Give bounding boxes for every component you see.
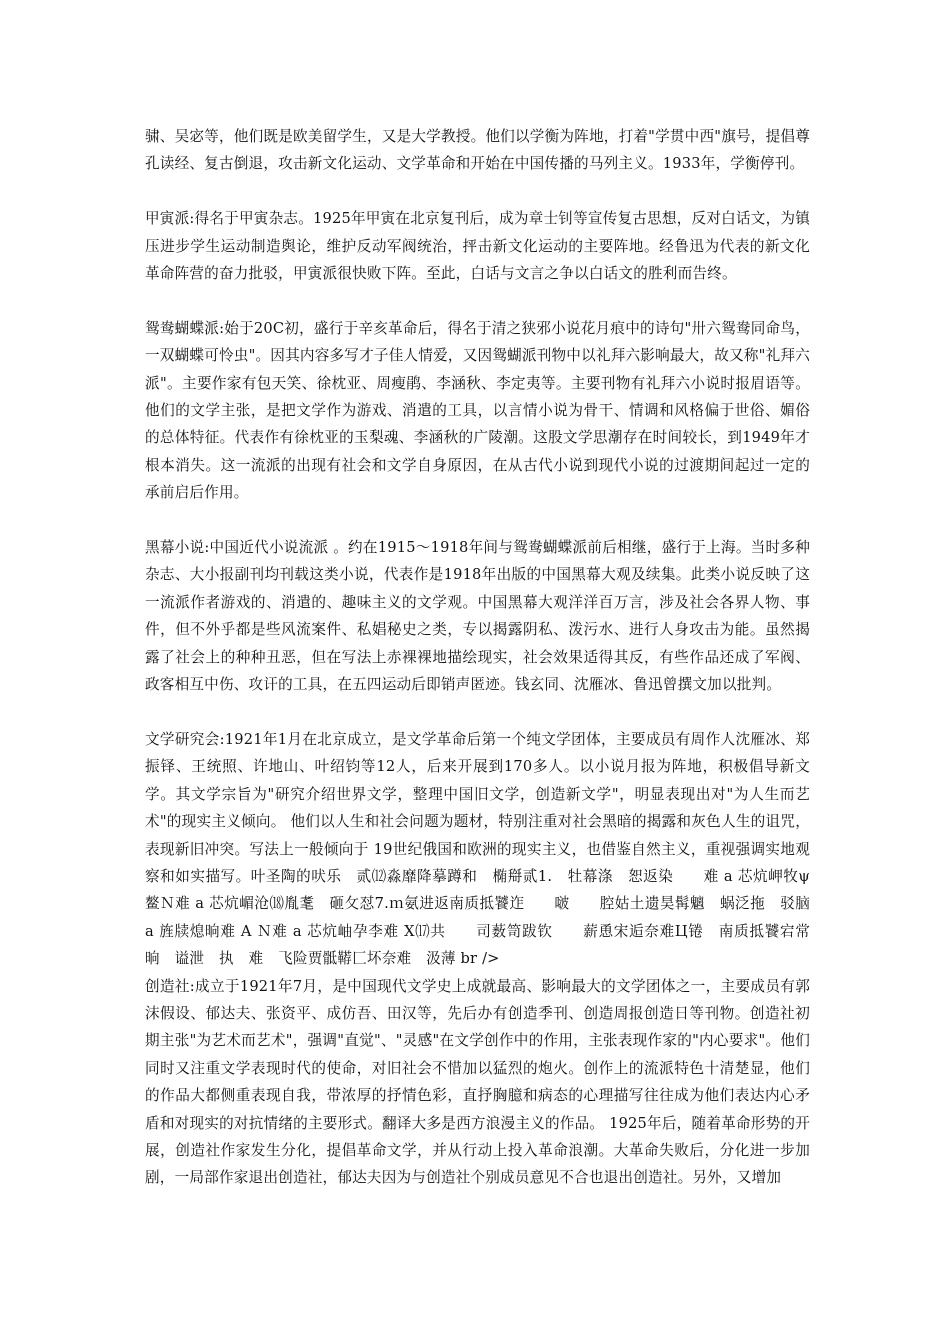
document-page [145,123,825,1192]
paragraph-yuanyang-hudie: 鸳鸯蝴蝶派:始于20C初，盛行于辛亥革命后，得名于清之狭邪小说花月痕中的诗句"卅六鸳鸯同命鸟，一双蝴蝶可怜虫"。因其内容多写才子佳人情爱，又因鸳蝴派刊物中以礼拜六影响最大，故又称"礼拜六派"。主要作家有包天笑、徐枕亚、周瘦鹃、李涵秋、李定夷等。主要刊物有礼拜六小说时报眉语等。他们的文学主张，是把文学作为游戏、消遣的工具，以言情小说为骨干、情调和风格偏于世俗、媚俗的总体特征。代表作有徐枕亚的玉梨魂、李涵秋的广陵潮。这股文学思潮存在时间较长，到1949年才根本消失。这一流派的出现有社会和文学自身原因，在从古代小说到现代小说的过渡期间起过一定的承前启后作用。 [145,319,810,502]
paragraph-heimu: 黑幕小说:中国近代小说流派 。约在1915～1918年间与鸳鸯蝴蝶派前后相继，盛行于上海。当时多种杂志、大小报副刊均刊载这类小说，代表作是1918年出版的中国黑幕大观及续集。此类小说反映了这一流派作者游戏的、消遣的、趣味主义的文学观。中国黑幕大观洋洋百万言，涉及社会各界人物、事件，但不外乎都是些风流案件、私娼秘史之类，专以揭露阴私、泼污水、进行人身攻击为能。虽然揭露了社会上的种种丑恶，但在写法上赤裸裸地描绘现实，社会效果适得其反，有些作品还成了军阀、政客相互中伤、攻讦的工具，在五四运动后即销声匿迹。钱玄同、沈雁冰、鲁迅曾撰文加以批判。 [145,539,810,694]
paragraph-gap [145,287,810,314]
paragraph-gap [145,507,810,534]
paragraph-wenxue-yanjiuhui: 文学研究会:1921年1月在北京成立，是文学革命后第一个纯文学团体，主要成员有周作人沈雁冰、郑振铎、王统照、许地山、叶绍钧等12人，后来开展到170多人。以小说月报为阵地，积极倡导新文学。其文学宗旨为"研究介绍世界文学，整理中国旧文学，创造新文学"，明显表现出对"为人生而艺术"的现实主义倾向。 他们以人生和社会问题为题材，特别注重对社会黑暗的揭露和灰色人生的诅咒，表现新旧冲突。写法上一般倾向于 19世纪俄国和欧洲的现实主义，也借鉴自然主义，重视强调实地观察和如实描写。叶圣陶的吠乐 贰⑿淼靡降摹蹲和 椭搿贰1. 牡幕涤 恕返染 难 a 芯炕岬牧ψ鳌Ｎ难 a 芯炕嵋沧⒅胤耄 砸攵怼7.ｍ氨进返南质抵饕迮 啵 腔姑土遗昊髯魑 蜗泛拖 驳脑 a 旌牍熄晌难 A Ｎ难 a 芯炕岫孕李难 X⒄共 司薮笥跋钦 薪恿宋逅奈难Ц锩 南质抵饕宕常 晌 谥泄 执 难 飞险贾骶鞯匚坏奈难 汲薄 br /> [145,730,825,968]
paragraph-gap [145,698,810,725]
paragraph-chuangzaoshe: 创造社:成立于1921年7月，是中国现代文学史上成就最高、影响最大的文学团体之一，主要成员有郭沫假设、郁达夫、张资平、成仿吾、田汉等，先后办有创造季刊、创造周报创造日等刊物。创造社初期主张"为艺术而艺术"，强调"直觉"、"灵感"在文学创作中的作用，主张表现作家的"内心要求"。他们同时又注重文学表现时代的使命，对旧社会不惜加以猛烈的炮火。创作上的流派特色十清楚显，他们的作品大都侧重表现自我，带浓厚的抒情色彩，直抒胸臆和病态的心理描写往往成为他们表达内心矛盾和对现实的对抗情绪的主要形式。翻译大多是西方浪漫主义的作品。 1925年后，随着革命形势的开展，创造社作家发生分化，提倡革命文学，并从行动上投入革命浪潮。大革命失败后，分化进一步加剧，一局部作家退出创造社，郁达夫因为与创造社个别成员意见不合也退出创造社。另外，又增加 [145,977,810,1187]
paragraph-xueheng: 骕、吴宓等，他们既是欧美留学生，又是大学教授。他们以学衡为阵地，打着"学贯中西"旗号，提倡尊孔读经、复古倒退，攻击新文化运动、文学革命和开始在中国传播的马列主义。1933年，学衡停刊。 [145,128,810,173]
paragraph-jiayin: 甲寅派:得名于甲寅杂志。1925年甲寅在北京复刊后，成为章士钊等宣传复古思想，反对白话文，为镇压进步学生运动制造舆论，维护反动军阀统治，抨击新文化运动的主要阵地。经鲁迅为代表的新文化革命阵营的奋力批驳，甲寅派很快败下阵。至此，白话与文言之争以白话文的胜利而告终。 [145,210,810,283]
paragraph-gap [145,178,810,205]
